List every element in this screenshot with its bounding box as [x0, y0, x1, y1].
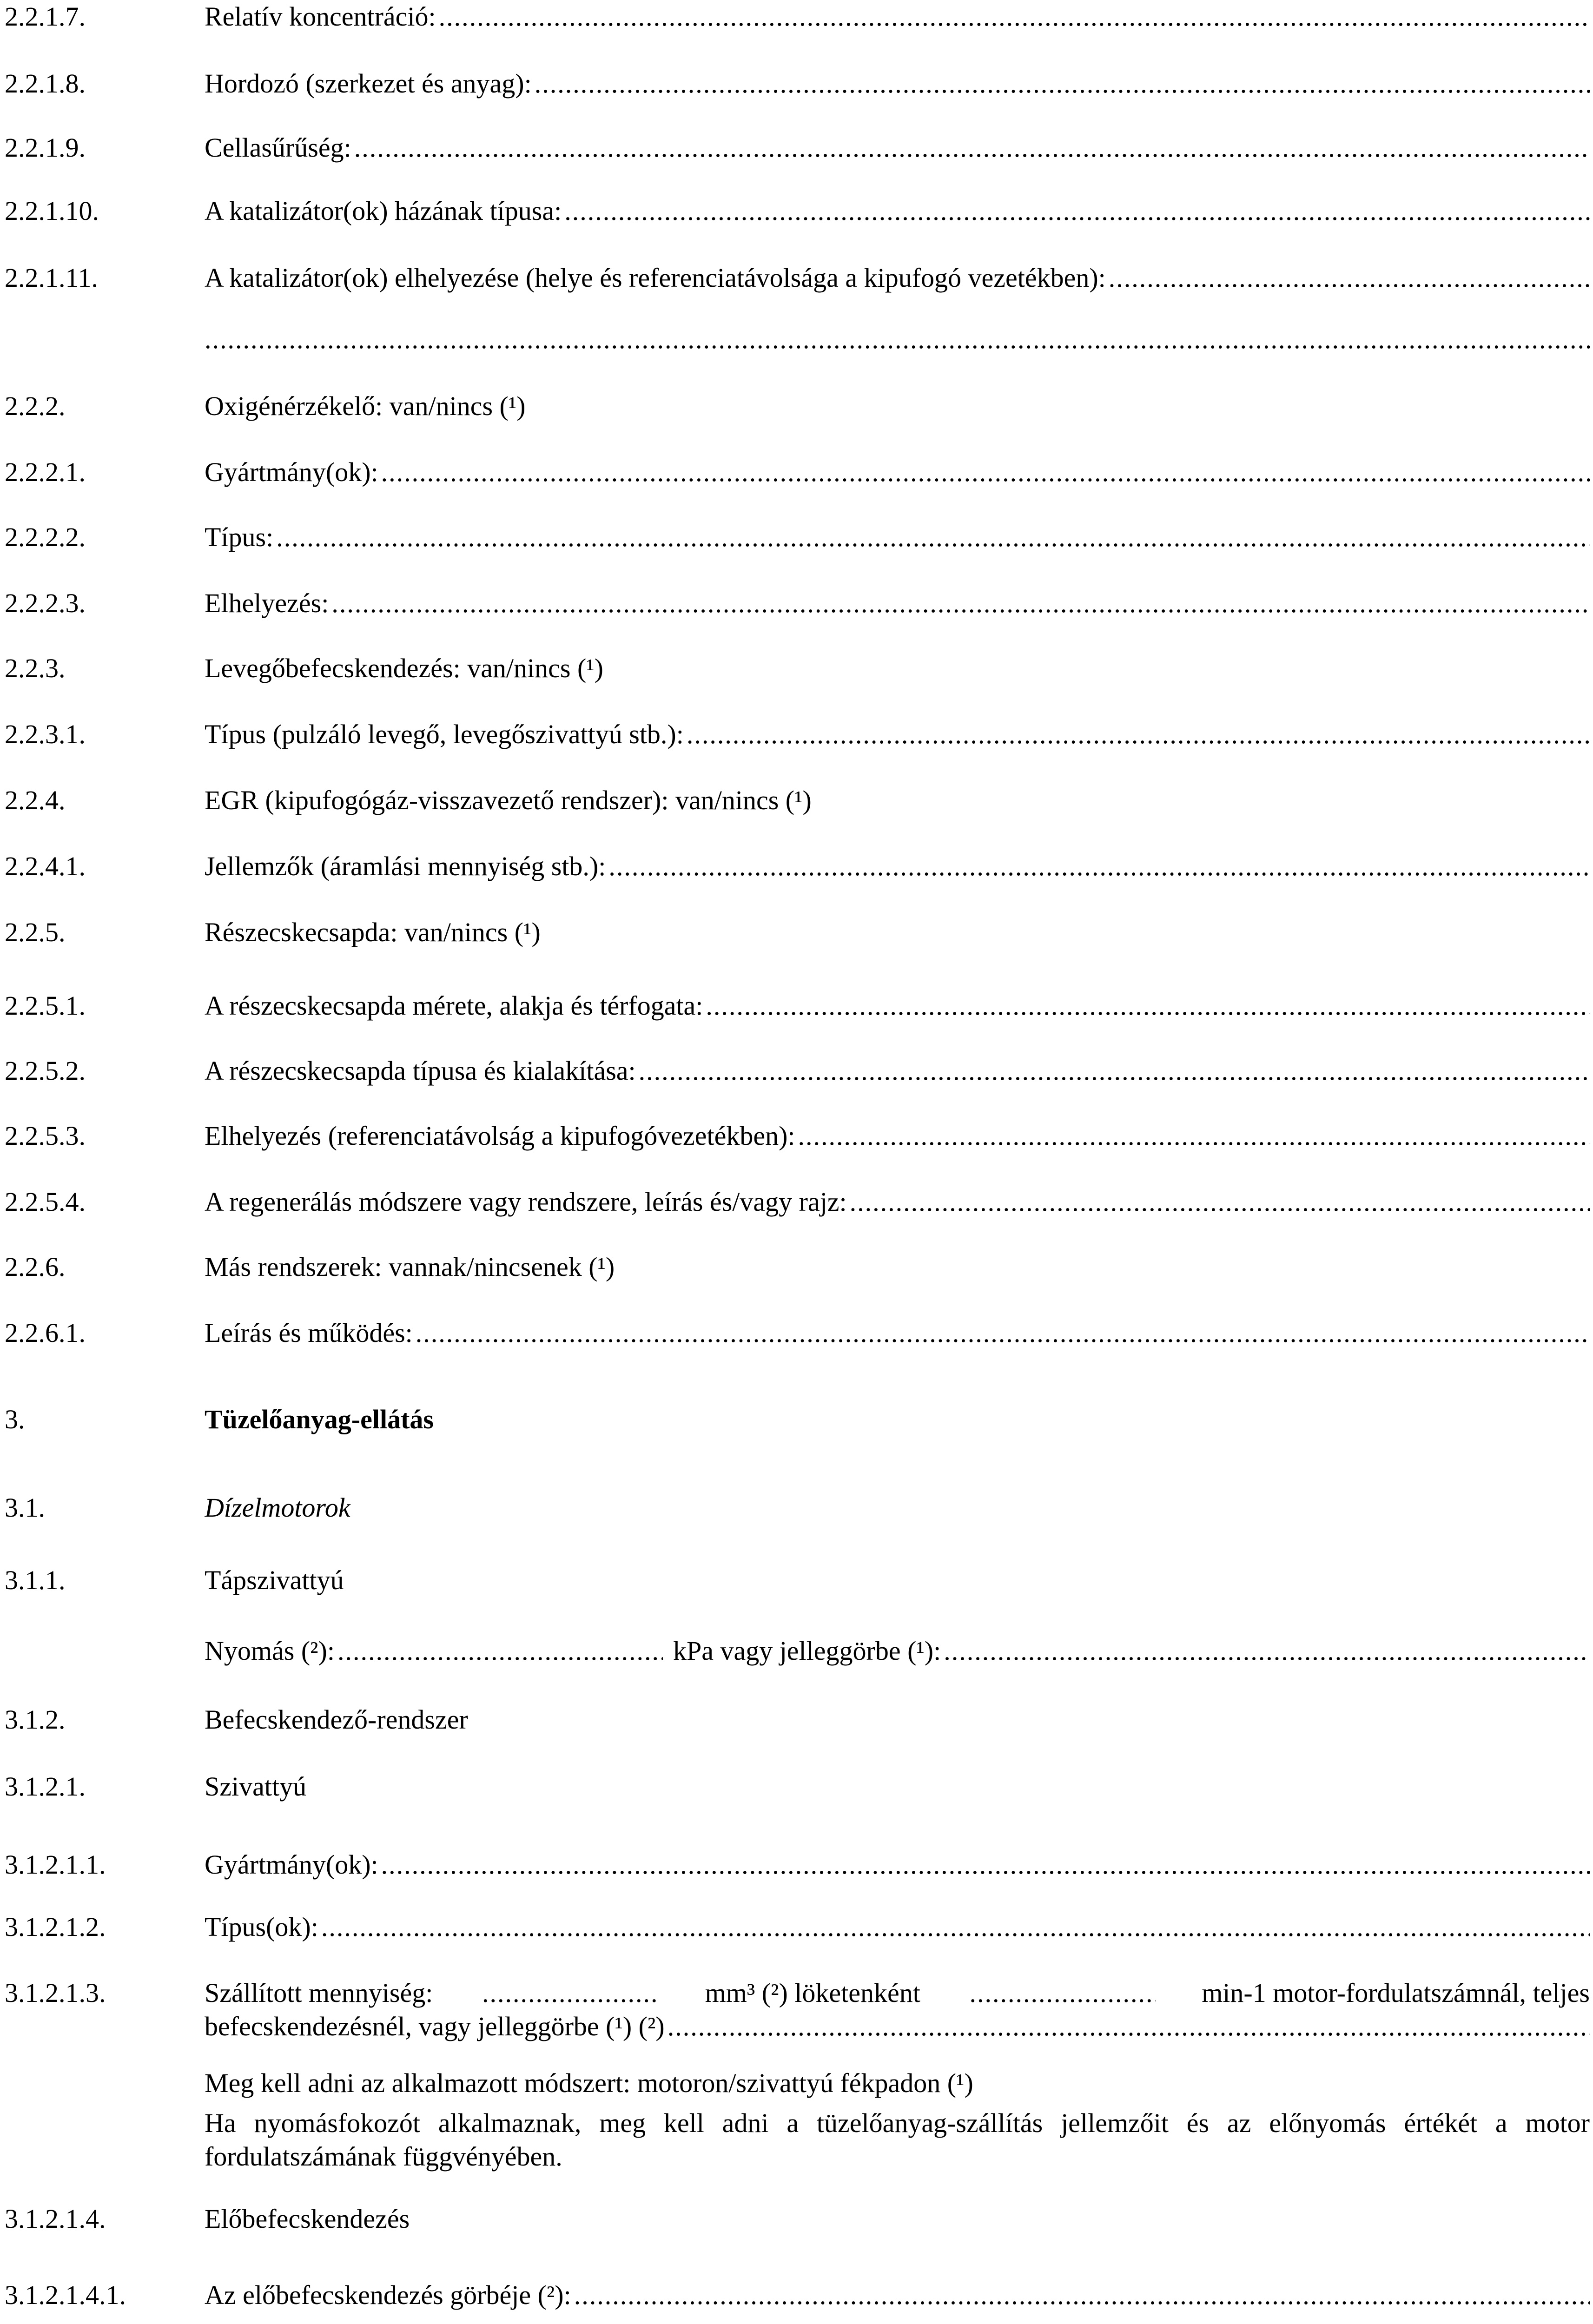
field-label: Előbefecskendezés	[205, 2204, 410, 2234]
field-label: Részecskecsapda: van/nincs (¹)	[205, 917, 541, 947]
field-label: Típus:	[205, 522, 274, 552]
fill-in-line[interactable]	[205, 323, 1590, 356]
fill-in-line[interactable]	[331, 587, 1590, 620]
item-number: 2.2.2.1.	[5, 457, 86, 487]
field-label: Nyomás (²):	[205, 1636, 335, 1666]
pressure-fill-line[interactable]	[337, 1634, 663, 1668]
field-label: Gyártmány(ok):	[205, 457, 378, 487]
section-title: Tüzelőanyag-ellátás	[205, 1404, 434, 1434]
fill-in-line[interactable]	[381, 1848, 1590, 1882]
field-label: A részecskecsapda mérete, alakja és térfogata:	[205, 990, 703, 1021]
item-number: 2.2.2.	[5, 391, 66, 421]
fill-in-line[interactable]	[668, 2010, 1590, 2043]
field-label: A regenerálás módszere vagy rendszere, leírás és/vagy rajz:	[205, 1187, 847, 1217]
item-number: 2.2.5.4.	[5, 1187, 86, 1217]
field-label: Elhelyezés (referenciatávolság a kipufogóvezetékben):	[205, 1121, 795, 1151]
item-number: 2.2.1.11.	[5, 263, 98, 293]
booster-note: Ha nyomásfokozót alkalmaznak, meg kell adni a tüzelőanyag-szállítás jellemzőit és az előnyomás értékét a motor fordulatszámának függvényében.	[205, 2108, 1590, 2172]
subsection-title: Dízelmotorok	[205, 1492, 350, 1523]
item-number: 3.1.2.1.3.	[5, 1978, 106, 2008]
item-number: 2.2.6.1.	[5, 1318, 86, 1348]
method-note: Meg kell adni az alkalmazott módszert: motoron/szivattyú fékpadon (¹)	[205, 2068, 973, 2098]
field-label: Leírás és működés:	[205, 1318, 413, 1348]
item-number: 2.2.3.1.	[5, 719, 86, 749]
fill-in-line[interactable]	[564, 194, 1590, 228]
field-label: Cellasűrűség:	[205, 132, 351, 163]
item-number: 3.1.2.	[5, 1704, 66, 1735]
fill-in-line[interactable]	[381, 456, 1590, 489]
fill-in-line[interactable]	[535, 67, 1590, 100]
fill-in-line[interactable]	[416, 1316, 1590, 1350]
speed-fill-line[interactable]	[970, 1976, 1156, 2010]
item-number: 2.2.1.9.	[5, 132, 86, 163]
quantity-fill-line[interactable]	[482, 1976, 659, 2010]
item-number: 2.2.2.3.	[5, 588, 86, 618]
item-number: 2.2.5.3.	[5, 1121, 86, 1151]
field-label: EGR (kipufogógáz-visszavezető rendszer): van/nincs (¹)	[205, 785, 812, 815]
item-number: 2.2.5.2.	[5, 1056, 86, 1086]
item-number: 3.1.1.	[5, 1565, 66, 1595]
fill-in-line[interactable]	[321, 1910, 1590, 1944]
item-number: 2.2.1.10.	[5, 196, 99, 226]
fill-in-line[interactable]	[850, 1185, 1590, 1219]
fill-in-line[interactable]	[574, 2278, 1590, 2312]
item-number: 2.2.5.1.	[5, 990, 86, 1021]
field-label: Elhelyezés:	[205, 588, 329, 618]
field-label: min-1 motor-fordulatszámnál, teljes	[1202, 1978, 1590, 2008]
fill-in-line[interactable]	[276, 521, 1590, 554]
fill-in-line[interactable]	[639, 1054, 1590, 1088]
item-number: 3.1.2.1.4.1.	[5, 2280, 126, 2310]
field-label: A részecskecsapda típusa és kialakítása:	[205, 1056, 636, 1086]
item-number: 2.2.1.8.	[5, 68, 86, 99]
field-label: Szivattyú	[205, 1771, 307, 1802]
item-number: 2.2.2.2.	[5, 522, 86, 552]
fill-in-line[interactable]	[798, 1119, 1590, 1153]
field-label: mm³ (²) löketenként	[705, 1978, 920, 2008]
item-number: 2.2.6.	[5, 1252, 66, 1282]
item-number: 2.2.1.7.	[5, 1, 86, 32]
field-label: Befecskendező-rendszer	[205, 1704, 468, 1735]
item-number: 3.1.2.1.	[5, 1771, 86, 1802]
fill-in-line[interactable]	[354, 131, 1590, 165]
field-label: Szállított mennyiség:	[205, 1978, 433, 2008]
field-label: befecskendezésnél, vagy jelleggörbe (¹) (²)	[205, 2011, 665, 2041]
field-label: Tápszivattyú	[205, 1565, 344, 1595]
item-number: 2.2.4.1.	[5, 851, 86, 881]
field-label: Az előbefecskendezés görbéje (²):	[205, 2280, 571, 2310]
field-label: Levegőbefecskendezés: van/nincs (¹)	[205, 653, 603, 683]
field-label: Típus (pulzáló levegő, levegőszivattyú stb.):	[205, 719, 684, 749]
field-label: Hordozó (szerkezet és anyag):	[205, 68, 532, 99]
field-label: A katalizátor(ok) házának típusa:	[205, 196, 562, 226]
field-label: kPa vagy jelleggörbe (¹):	[673, 1636, 941, 1666]
field-label: Oxigénérzékelő: van/nincs (¹)	[205, 391, 526, 421]
item-number: 3.1.2.1.4.	[5, 2204, 106, 2234]
section-number: 3.	[5, 1404, 25, 1434]
field-label: Gyártmány(ok):	[205, 1849, 378, 1880]
fill-in-line[interactable]	[608, 850, 1590, 883]
fill-in-line[interactable]	[439, 0, 1590, 33]
item-number: 3.1.2.1.2.	[5, 1912, 106, 1942]
field-label: Más rendszerek: vannak/nincsenek (¹)	[205, 1252, 615, 1282]
field-label: Jellemzők (áramlási mennyiség stb.):	[205, 851, 606, 881]
item-number: 3.1.	[5, 1492, 45, 1523]
fill-in-line[interactable]	[687, 718, 1590, 751]
field-label: Típus(ok):	[205, 1912, 318, 1942]
field-label: A katalizátor(ok) elhelyezése (helye és referenciatávolsága a kipufogó vezetékben):	[205, 263, 1106, 293]
fill-in-line[interactable]	[944, 1634, 1590, 1668]
item-number: 3.1.2.1.1.	[5, 1849, 106, 1880]
item-number: 2.2.3.	[5, 653, 66, 683]
field-label: Relatív koncentráció:	[205, 1, 436, 32]
fill-in-line[interactable]	[706, 989, 1590, 1023]
item-number: 2.2.5.	[5, 917, 66, 947]
fill-in-line[interactable]	[1109, 261, 1590, 295]
item-number: 2.2.4.	[5, 785, 66, 815]
